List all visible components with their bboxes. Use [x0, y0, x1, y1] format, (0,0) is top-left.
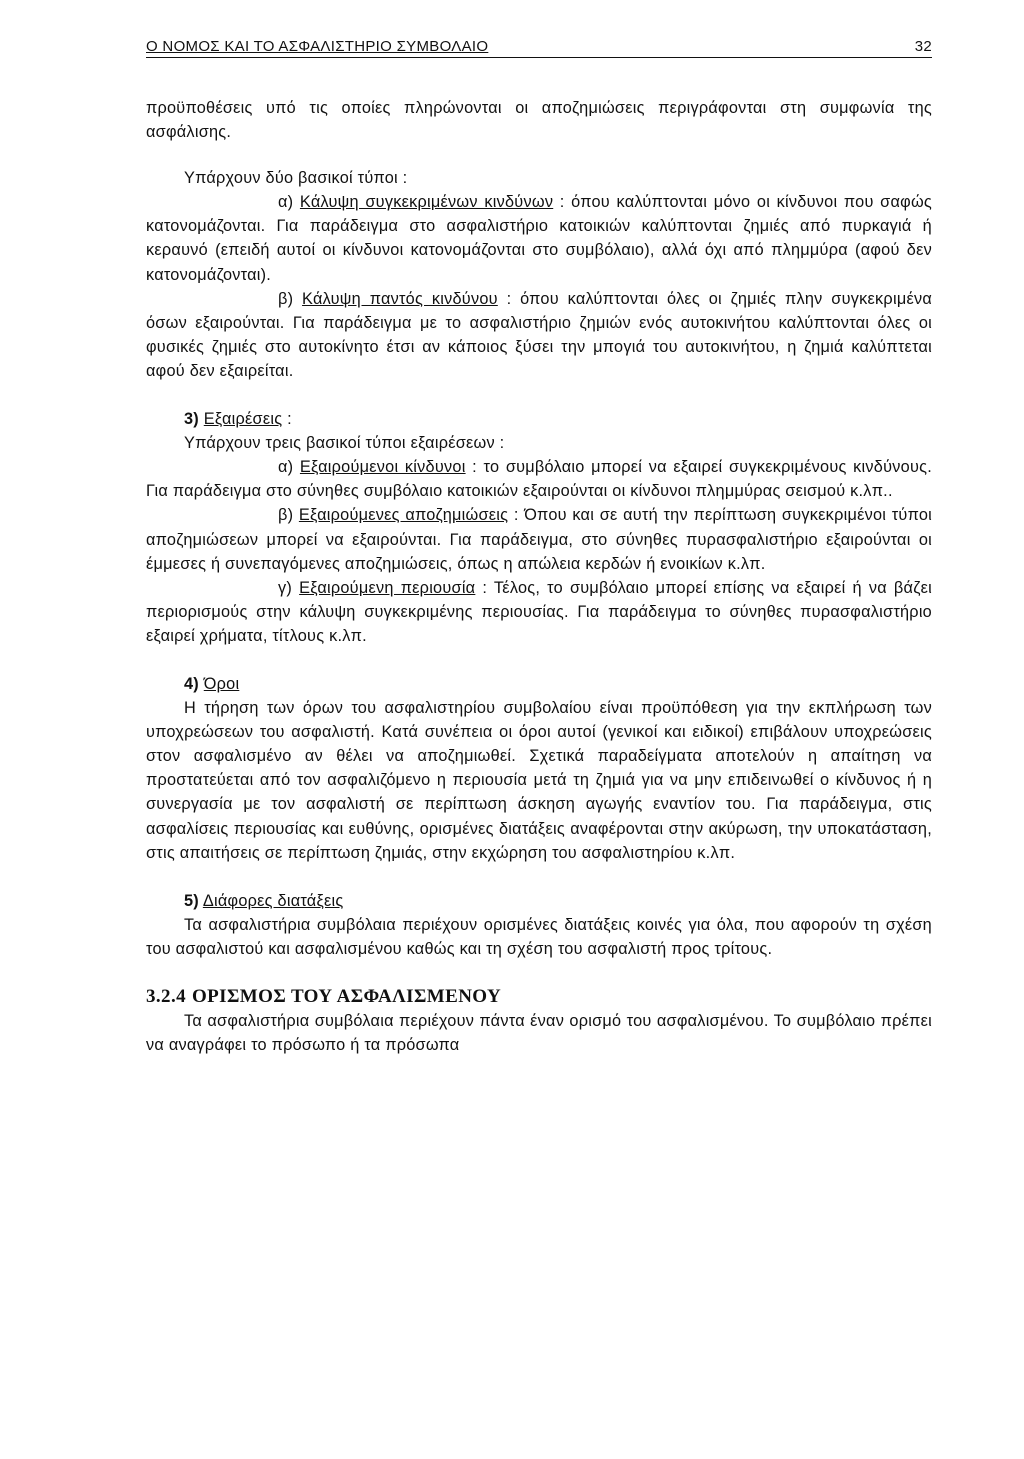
type-a-paragraph [146, 190, 932, 286]
type-b-marker: β) [278, 289, 303, 308]
page-number: 32 [914, 38, 932, 55]
exclusion-b-marker: β) [278, 506, 299, 525]
body-text [146, 96, 932, 1057]
section-3-2-4-heading [146, 985, 932, 1009]
exclusion-c-marker: γ) [278, 578, 300, 597]
document-page [146, 38, 932, 1057]
section-5-number: 5) [184, 891, 199, 910]
section-4-heading [146, 672, 932, 696]
section-4-number: 4) [184, 674, 199, 693]
section-5-title: Διάφορες διατάξεις [202, 891, 344, 910]
types-lead: Υπάρχουν δύο βασικοί τύποι : [184, 169, 408, 188]
type-a-text: : όπου καλύπτονται μόνο οι κίνδυνοι που σαφώς κατονομάζονται. Για παράδειγμα στο ασφαλιστήριο κατοικιών καλύπτονται ζημιές από πυρκαγιά ή κεραυνό (επειδή αυτοί οι κίνδυνοι κατονομάζονται στο συμβόλαιο), αλλά όχι από πλημμύρα (αφού δεν κατονομάζονται). [146, 193, 933, 284]
type-a-marker: α) [278, 193, 300, 212]
section-3-2-4-title: ΟΡΙΣΜΟΣ ΤΟΥ ΑΣΦΑΛΙΣΜΕΝΟΥ [192, 986, 502, 1007]
section-5-paragraph: Τα ασφαλιστήρια συμβόλαια περιέχουν ορισμένες διατάξεις κοινές για όλα, που αφορούν τη σχέση του ασφαλιστού και ασφαλισμένου καθώς και τη σχέση του ασφαλιστή προς τρίτους. [146, 915, 932, 958]
section-3-title: Εξαιρέσεις [203, 410, 283, 429]
exclusion-c-paragraph [146, 576, 932, 648]
section-3-number: 3) [184, 410, 199, 429]
type-b-term: Κάλυψη παντός κινδύνου [302, 289, 498, 308]
section-4-title: Όροι [203, 674, 240, 693]
section-3-2-4-number: 3.2.4 [146, 986, 186, 1007]
exclusion-b-term: Εξαιρούμενες αποζημιώσεις [298, 506, 509, 525]
exclusion-c-term: Εξαιρούμενη περιουσία [299, 578, 476, 597]
type-b-paragraph [146, 287, 932, 383]
section-5-heading [146, 889, 932, 913]
intro-paragraph: προϋποθέσεις υπό τις οποίες πληρώνονται οι αποζημιώσεις περιγράφονται στη συμφωνία της ασφάλισης. [146, 99, 932, 142]
exclusion-a-text: : το συμβόλαιο μπορεί να εξαιρεί συγκεκριμένους κινδύνους. Για παράδειγμα στο σύνηθες συμβόλαιο κατοικιών εξαιρούνται οι κίνδυνοι πλημμύρας σεισμού κ.λπ.. [146, 458, 932, 501]
exclusion-b-text: : Όπου και σε αυτή την περίπτωση συγκεκριμένοι τύποι αποζημιώσεων μπορεί να εξαιρούνται. Για παράδειγμα, στο σύνηθες πυρασφαλιστήριο εξαιρούνται οι έμμεσες ή συνεπαγόμενες αποζημιώσεις, όπως η απώλεια κερδών ή ενοικίων κ.λπ. [146, 506, 933, 573]
type-a-term: Κάλυψη συγκεκριμένων κινδύνων [299, 193, 554, 212]
section-3-lead: Υπάρχουν τρεις βασικοί τύποι εξαιρέσεων : [184, 434, 505, 453]
exclusion-a-paragraph [146, 455, 932, 503]
section-4-paragraph: Η τήρηση των όρων του ασφαλιστηρίου συμβολαίου είναι προϋπόθεση για την εκπλήρωση των υποχρεώσεων του ασφαλιστή. Κατά συνέπεια οι όροι αυτοί (γενικοί και ειδικοί) επιβάλουν υποχρεώσεις στον ασφαλισμένο αν θέλει να αποζημιωθεί. Σχετικά παραδείγματα αποτελούν η απαίτηση να προστατεύεται από τον ασφαλιζόμενο η περιουσία μετά τη ζημιά για να μην επιδεινωθεί ο κίνδυνος ή η συνεργασία με τον ασφαλιστή σε περίπτωση άσκηση αγωγής εναντίον του. Για παράδειγμα, στις ασφαλίσεις περιουσίας και ευθύνης, ορισμένες διατάξεις αναφέρονται στην ακύρωση, την υποκατάσταση, στις απαιτήσεις σε περίπτωση ζημιάς, στην εκχώρηση του ασφαλιστηρίου κ.λπ. [146, 699, 932, 862]
exclusion-a-marker: α) [278, 458, 300, 477]
exclusion-b-paragraph [146, 503, 932, 575]
exclusion-a-term: Εξαιρούμενοι κίνδυνοι [299, 458, 466, 477]
section-3-heading [146, 407, 932, 431]
type-b-text: : όπου καλύπτονται όλες οι ζημιές πλην συγκεκριμένα όσων εξαιρούνται. Για παράδειγμα με το ασφαλιστήριο ζημιών ενός αυτοκινήτου καλύπτονται όλες οι φυσικές ζημιές στο αυτοκίνητο έτσι αν κάποιος ξύσει την μπογιά του αυτοκινήτου, η ζημιά καλύπτεται αφού δεν εξαιρείται. [146, 289, 933, 380]
exclusion-c-text: : Τέλος, το συμβόλαιο μπορεί επίσης να εξαιρεί ή να βάζει περιορισμούς στην κάλυψη συγκεκριμένης περιουσίας. Για παράδειγμα το σύνηθες πυρασφαλιστήριο εξαιρεί χρήματα, τίτλους κ.λπ. [146, 578, 933, 645]
section-3-2-4-paragraph: Τα ασφαλιστήρια συμβόλαια περιέχουν πάντα έναν ορισμό του ασφαλισμένου. Το συμβόλαιο πρέπει να αναγράφει το πρόσωπο ή τα πρόσωπα [146, 1012, 932, 1055]
running-header-title: Ο ΝΟΜΟΣ ΚΑΙ ΤΟ ΑΣΦΑΛΙΣΤΗΡΙΟ ΣΥΜΒΟΛΑΙΟ [146, 38, 489, 55]
running-header [146, 38, 932, 58]
section-3-title-suffix: : [282, 410, 292, 429]
